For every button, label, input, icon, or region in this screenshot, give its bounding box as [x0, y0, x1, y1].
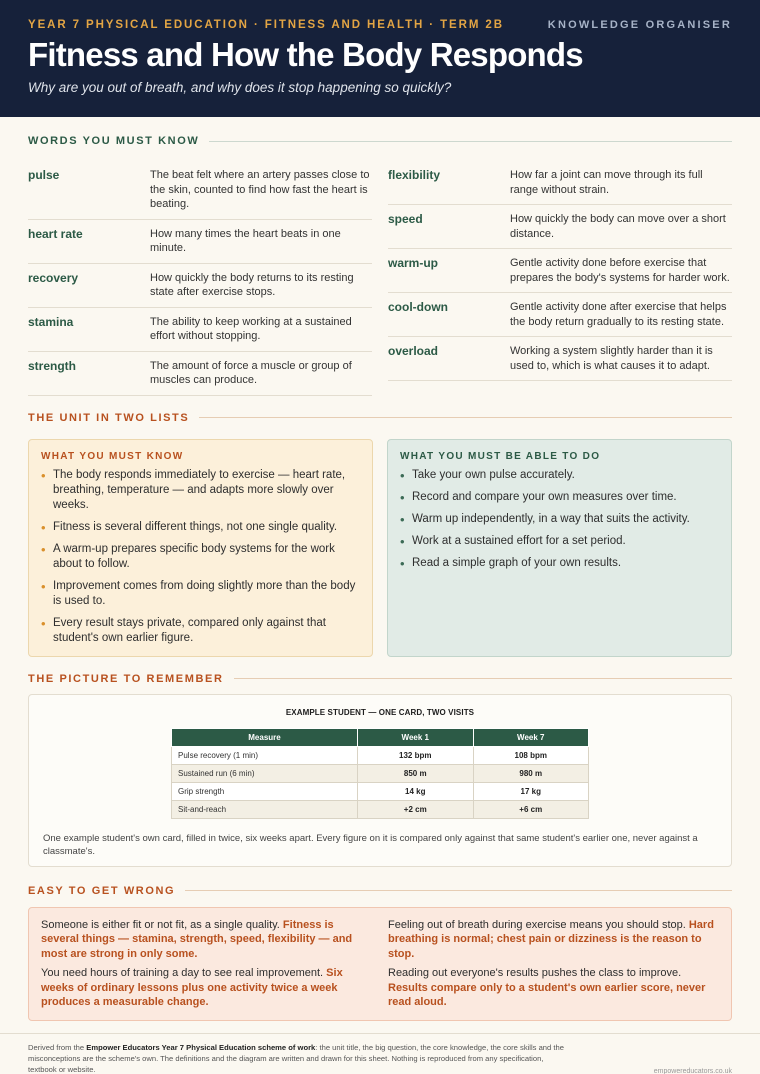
source-note: Derived from the Empower Educators Year 7 Physical Education scheme of work: the unit title, the big question, the core knowledge, the core skills and the misconceptions are the scheme's own. The definitions and the diagram are written and drawn for this sheet. Nothing is reproduced from any specification, textbook or website. — [28, 1042, 564, 1074]
value-cell: 108 bpm — [473, 746, 589, 764]
big-question: Why are you out of breath, and why does it stop happening so quickly? — [28, 80, 452, 95]
misconception-claim: You need hours of training a day to see real improvement. — [41, 967, 327, 979]
glossary-row — [388, 337, 732, 381]
list-item: • Work at a sustained effort for a set period. — [400, 534, 719, 549]
must-do-box — [387, 439, 732, 657]
measure-cell: Pulse recovery (1 min) — [172, 746, 358, 764]
glossary-definition: Gentle activity done after exercise that helps the body return gradually to its resting state. — [510, 301, 727, 328]
document-type-label: KNOWLEDGE ORGANISER — [547, 19, 732, 31]
measure-cell: Grip strength — [172, 782, 358, 800]
list-item: • Record and compare your own measures over time. — [400, 490, 719, 505]
source-name: Empower Educators Year 7 Physical Education scheme of work — [86, 1042, 316, 1052]
misconceptions-box — [28, 907, 732, 1021]
must-know-box — [28, 439, 373, 657]
list-item: • Take your own pulse accurately. — [400, 468, 719, 483]
misconception-claim: Feeling out of breath during exercise means you should stop. — [388, 918, 689, 931]
glossary — [28, 161, 732, 396]
glossary-left-column — [28, 161, 372, 396]
misconception-claim: Reading out everyone's results pushes the class to improve. — [388, 967, 682, 979]
list-item: • A warm-up prepares specific body systems for the work about to follow. — [41, 542, 360, 572]
glossary-row — [28, 220, 372, 264]
glossary-row — [388, 293, 732, 337]
misconceptions-right — [388, 918, 719, 1010]
glossary-definition: The beat felt where an artery passes close to the skin, counted to find how fast the heart is beating. — [150, 169, 370, 210]
two-lists — [28, 439, 732, 657]
glossary-right-column — [388, 161, 732, 396]
misconceptions-section-heading: EASY TO GET WRONG — [28, 883, 732, 899]
misconception-correction: Results compare only to a student's own earlier score, never read aloud. — [388, 981, 706, 1008]
picture-box — [28, 694, 732, 867]
misconception — [41, 966, 372, 1010]
glossary-row — [28, 264, 372, 308]
table-header-row — [172, 728, 589, 746]
list-item: • The body responds immediately to exercise — heart rate, breathing, temperature — and adapts more slowly over weeks. — [41, 468, 360, 513]
must-know-title: WHAT YOU MUST KNOW — [41, 450, 184, 462]
value-cell: 14 kg — [358, 782, 474, 800]
table-title: EXAMPLE STUDENT — ONE CARD, TWO VISITS — [285, 707, 475, 717]
glossary-term: overload — [388, 344, 439, 358]
misconception — [41, 918, 372, 962]
course-eyebrow: YEAR 7 PHYSICAL EDUCATION · FITNESS AND HEALTH · TERM 2B — [28, 19, 504, 31]
table-row — [172, 782, 589, 800]
must-know-list — [41, 468, 360, 646]
results-table — [171, 728, 589, 819]
glossary-row — [388, 205, 732, 249]
glossary-definition: The ability to keep working at a sustained effort without stopping. — [150, 315, 352, 342]
misconception-correction: Hard breathing is normal; chest pain or dizziness is the reason to stop. — [388, 918, 714, 960]
misconception — [388, 918, 719, 962]
misconceptions-left — [41, 918, 372, 1010]
measure-cell: Sustained run (6 min) — [172, 764, 358, 782]
glossary-term: flexibility — [388, 168, 441, 182]
list-item: • Warm up independently, in a way that suits the activity. — [400, 512, 719, 527]
glossary-term: speed — [388, 212, 423, 226]
table-row — [172, 800, 589, 818]
table-row — [172, 746, 589, 764]
glossary-definition: Working a system slightly harder than it is used to, which is what causes it to adapt. — [510, 345, 713, 372]
column-header: Week 1 — [358, 728, 474, 746]
glossary-term: recovery — [28, 270, 79, 285]
glossary-row — [388, 249, 732, 293]
table-row — [172, 764, 589, 782]
website-url: empowereducators.co.uk — [653, 1067, 732, 1074]
column-header: Measure — [172, 728, 358, 746]
glossary-term: pulse — [28, 168, 60, 182]
glossary-term: warm-up — [388, 256, 439, 270]
measure-cell: Sit-and-reach — [172, 800, 358, 818]
value-cell: +2 cm — [358, 800, 474, 818]
misconception-correction: Fitness is several things — stamina, strength, speed, flexibility — and most are strong in only some. — [41, 918, 353, 960]
glossary-term: strength — [28, 358, 76, 373]
glossary-definition: How quickly the body can move over a short distance. — [510, 213, 726, 240]
list-item: • Improvement comes from doing slightly more than the body is used to. — [41, 579, 360, 609]
value-cell: 132 bpm — [358, 746, 474, 764]
page-footer — [0, 1033, 760, 1074]
misconception-claim: Someone is either fit or not fit, as a single quality. — [41, 918, 283, 931]
glossary-term: cool-down — [388, 300, 448, 314]
table-caption: One example student's own card, filled in twice, six weeks apart. Every figure on it is compared only against that same student's earlier one, never against a classmate's. — [43, 832, 698, 857]
glossary-definition: The amount of force a muscle or group of muscles can produce. — [150, 359, 352, 386]
value-cell: +6 cm — [473, 800, 589, 818]
glossary-row — [28, 161, 372, 220]
lists-section-heading: THE UNIT IN TWO LISTS — [28, 410, 732, 426]
glossary-term: heart rate — [28, 226, 83, 241]
glossary-definition: How many times the heart beats in one minute. — [150, 227, 341, 254]
page-header — [0, 0, 760, 117]
glossary-definition: How quickly the body returns to its resting state after exercise stops. — [150, 271, 354, 298]
list-item: • Read a simple graph of your own results. — [400, 556, 719, 571]
value-cell: 850 m — [358, 764, 474, 782]
glossary-term: stamina — [28, 314, 74, 329]
misconception — [388, 966, 719, 1010]
must-do-list — [400, 468, 719, 571]
must-do-title: WHAT YOU MUST BE ABLE TO DO — [400, 450, 601, 462]
misconception-correction: Six weeks of ordinary lessons plus one activity twice a week produces a measurable change. — [41, 967, 343, 1008]
value-cell: 17 kg — [473, 782, 589, 800]
list-item: • Fitness is several different things, not one single quality. — [41, 520, 360, 535]
column-header: Week 7 — [473, 728, 589, 746]
glossary-definition: Gentle activity done before exercise that prepares the body's systems for harder work. — [510, 257, 730, 284]
list-item: • Every result stays private, compared only against that student's own earlier figure. — [41, 616, 360, 646]
value-cell: 980 m — [473, 764, 589, 782]
glossary-row — [28, 352, 372, 396]
words-section-heading: WORDS YOU MUST KNOW — [28, 133, 732, 149]
glossary-row — [388, 161, 732, 205]
page-title: Fitness and How the Body Responds — [28, 36, 583, 73]
glossary-row — [28, 308, 372, 352]
picture-section-heading: THE PICTURE TO REMEMBER — [28, 671, 732, 687]
glossary-definition: How far a joint can move through its full range without strain. — [510, 169, 703, 196]
